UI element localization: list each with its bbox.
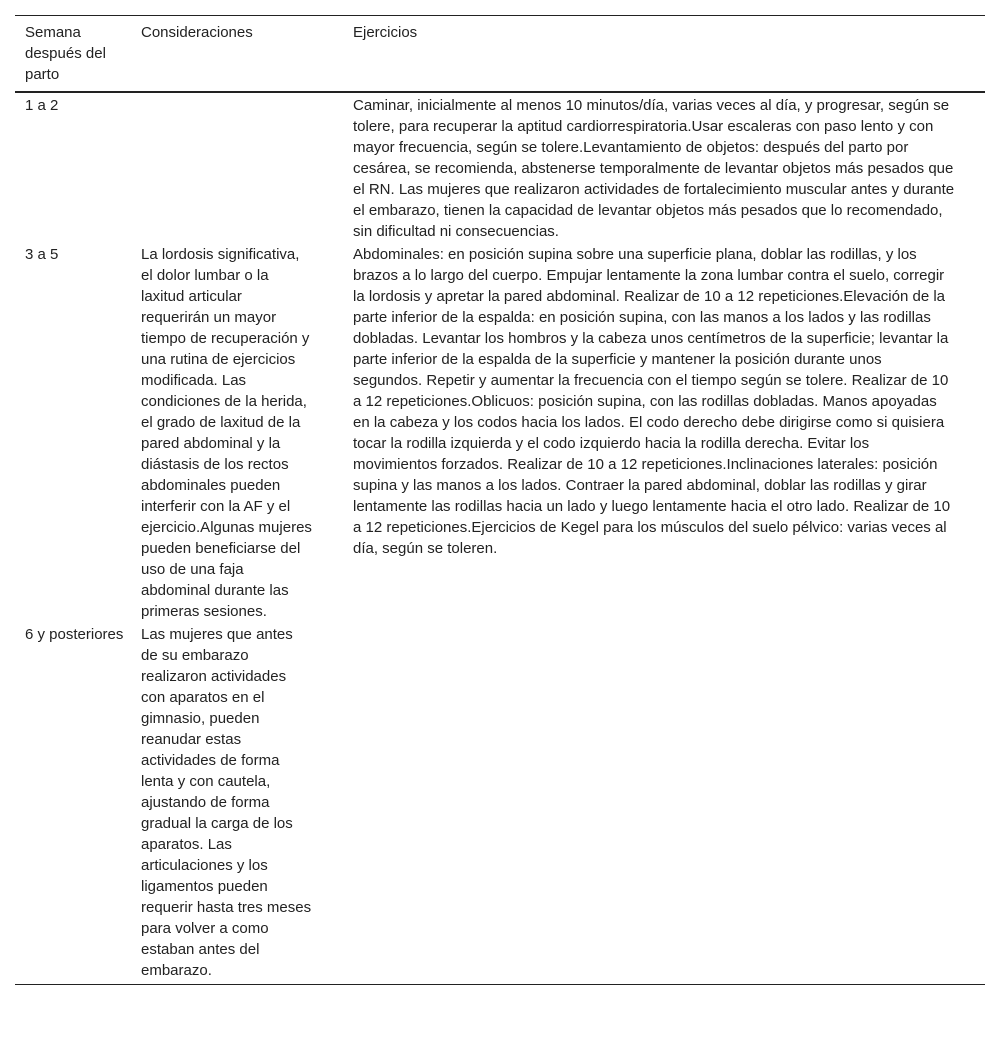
cell-considerations: Las mujeres que antes de su embarazo realizaron actividades con aparatos en el gimnasio, pueden reanudar estas actividades de forma lenta y con cautela, ajustando de forma gradual la carga de los aparatos. Las articulaciones y los ligamentos pueden requerir hasta tres meses para volver a como estaban antes del embarazo. [141,626,312,979]
table-row [15,623,985,985]
header-considerations: Consideraciones [138,16,343,93]
cell-week: 6 y posteriores [25,626,124,643]
table-row [15,243,985,623]
cell-week: 3 a 5 [25,246,59,263]
cell-week: 1 a 2 [25,97,59,114]
table-header [15,16,985,93]
postpartum-exercise-table [15,15,985,985]
cell-exercises [343,623,985,985]
cell-exercises: Caminar, inicialmente al menos 10 minutos/día, varias veces al día, y progresar, según se tolere, para recuperar la aptitud cardiorrespiratoria.Usar escaleras con paso lento y con mayor frecuencia, según se tolere.Levantamiento de objetos: después del parto por cesárea, se recomienda, abstenerse temporalmente de levantar objetos más pesados que el RN. Las mujeres que realizaron actividades de fortalecimiento muscular antes y durante el embarazo, tienen la capacidad de levantar objetos más pesados que lo recomendado, sin dificultad ni consecuencias. [353,97,955,240]
cell-considerations [138,92,343,243]
header-week: Semana después del parto [15,16,138,93]
header-row [15,16,985,93]
cell-exercises: Abdominales: en posición supina sobre una superficie plana, doblar las rodillas, y los brazos a lo largo del cuerpo. Empujar lentamente la zona lumbar contra el suelo, corregir la lordosis y apretar la pared abdominal. Realizar de 10 a 12 repeticiones.Elevación de la parte inferior de la espalda: en posición supina, con las manos a los lados y las rodillas dobladas. Levantar los hombros y la cabeza unos centímetros de la superficie; levantar la parte inferior de la espalda de la superficie y mantener la posición durante unos segundos. Repetir y aumentar la frecuencia con el tiempo según se tolere. Realizar de 10 a 12 repeticiones.Oblicuos: posición supina, con las rodillas dobladas. Manos apoyadas en la cabeza y los codos hacia los lados. El codo derecho debe dirigirse como si quisiera tocar la rodilla izquierda y el codo izquierdo hacia la rodilla derecha. Evitar los movimientos forzados. Realizar de 10 a 12 repeticiones.Inclinaciones laterales: posición supina y las manos a los lados. Contraer la pared abdominal, doblar las rodillas y girar lentamente las rodillas hacia un lado y luego lentamente hacia el otro lado. Realizar de 10 a 12 repeticiones.Ejercicios de Kegel para los músculos del suelo pélvico: varias veces al día, según se toleren. [353,246,951,557]
table-row [15,92,985,243]
cell-considerations: La lordosis significativa, el dolor lumbar o la laxitud articular requerirán un mayor tiempo de recuperación y una rutina de ejercicios modificada. Las condiciones de la herida, el grado de laxitud de la pared abdominal y la diástasis de los rectos abdominales pueden interferir con la AF y el ejercicio.Algunas mujeres pueden beneficiarse del uso de una faja abdominal durante las primeras sesiones. [141,246,312,620]
table-body [15,92,985,985]
header-exercises: Ejercicios [343,16,985,93]
